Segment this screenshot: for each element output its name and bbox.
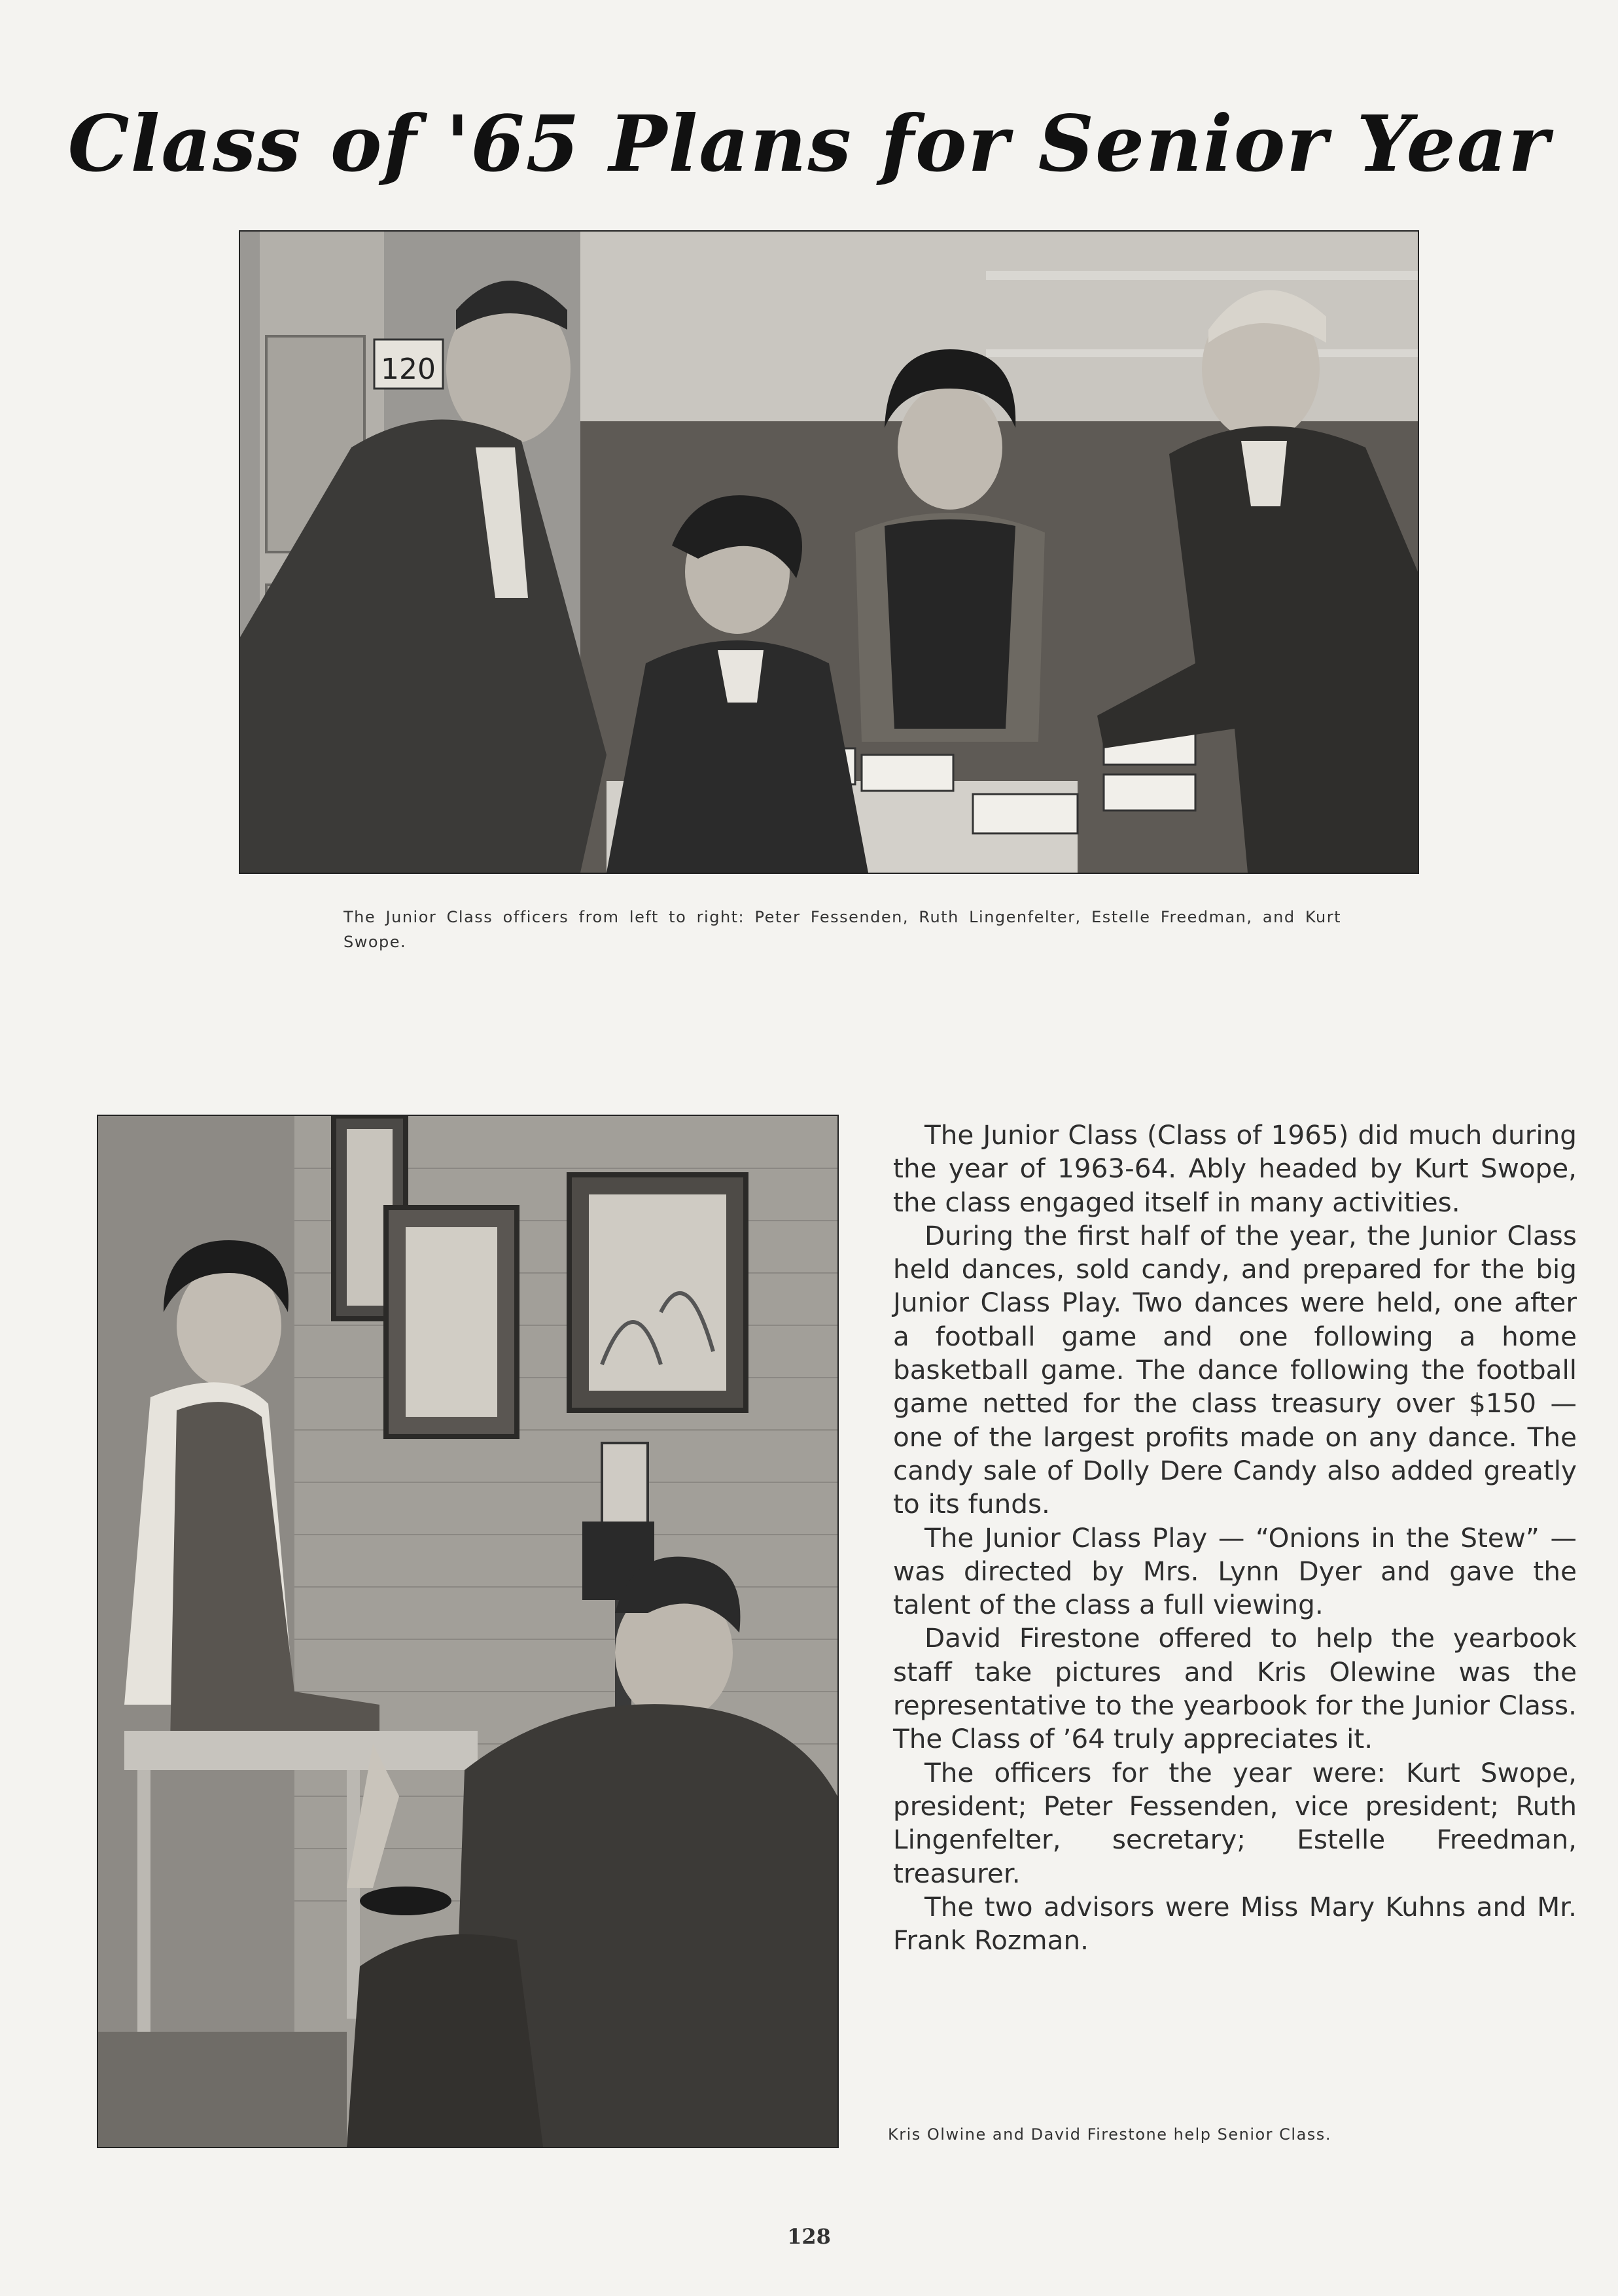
class-officers-photo-illustration	[240, 232, 1418, 873]
page-title: Class of '65 Plans for Senior Year	[67, 98, 1551, 189]
yearbook-helpers-photo	[97, 1115, 839, 2148]
class-officers-photo	[239, 230, 1419, 874]
article-paragraph: During the first half of the year, the Junior Class held dances, sold candy, and prepared for the big Junior Class Play. Two dances were held, one after a football game and one following a home basketball game. The dance following the football game netted for the class treasury over $150 — one of the largest profits made on any dance. The candy sale of Dolly Dere Candy also added greatly to its funds.	[893, 1219, 1577, 1520]
article-paragraph: The officers for the year were: Kurt Swope, president; Peter Fessenden, vice president; Ruth Lingenfelter, secretary; Estelle Freedman, treasurer.	[893, 1756, 1577, 1889]
yearbook-helpers-caption: Kris Olwine and David Firestone help Senior Class.	[888, 2125, 1331, 2144]
article-paragraph: David Firestone offered to help the yearbook staff take pictures and Kris Olewine was the representative to the yearbook for the Junior Class. The Class of ’64 truly appreciates it.	[893, 1622, 1577, 1755]
door-number: 120	[381, 353, 436, 386]
article-paragraph: The Junior Class (Class of 1965) did much during the year of 1963-64. Ably headed by Kurt Swope, the class engaged itself in many activities.	[893, 1119, 1577, 1218]
yearbook-helpers-photo-illustration	[98, 1116, 837, 2147]
article-paragraph: The two advisors were Miss Mary Kuhns and Mr. Frank Rozman.	[893, 1890, 1577, 1957]
article-paragraph: The Junior Class Play — “Onions in the Stew” — was directed by Mrs. Lynn Dyer and gave the talent of the class a full viewing.	[893, 1522, 1577, 1621]
article-body	[893, 1119, 1577, 1957]
class-officers-caption: The Junior Class officers from left to right: Peter Fessenden, Ruth Lingenfelter, Estelle Freedman, and Kurt Swope.	[343, 908, 1341, 951]
page-number: 128	[787, 2224, 831, 2249]
